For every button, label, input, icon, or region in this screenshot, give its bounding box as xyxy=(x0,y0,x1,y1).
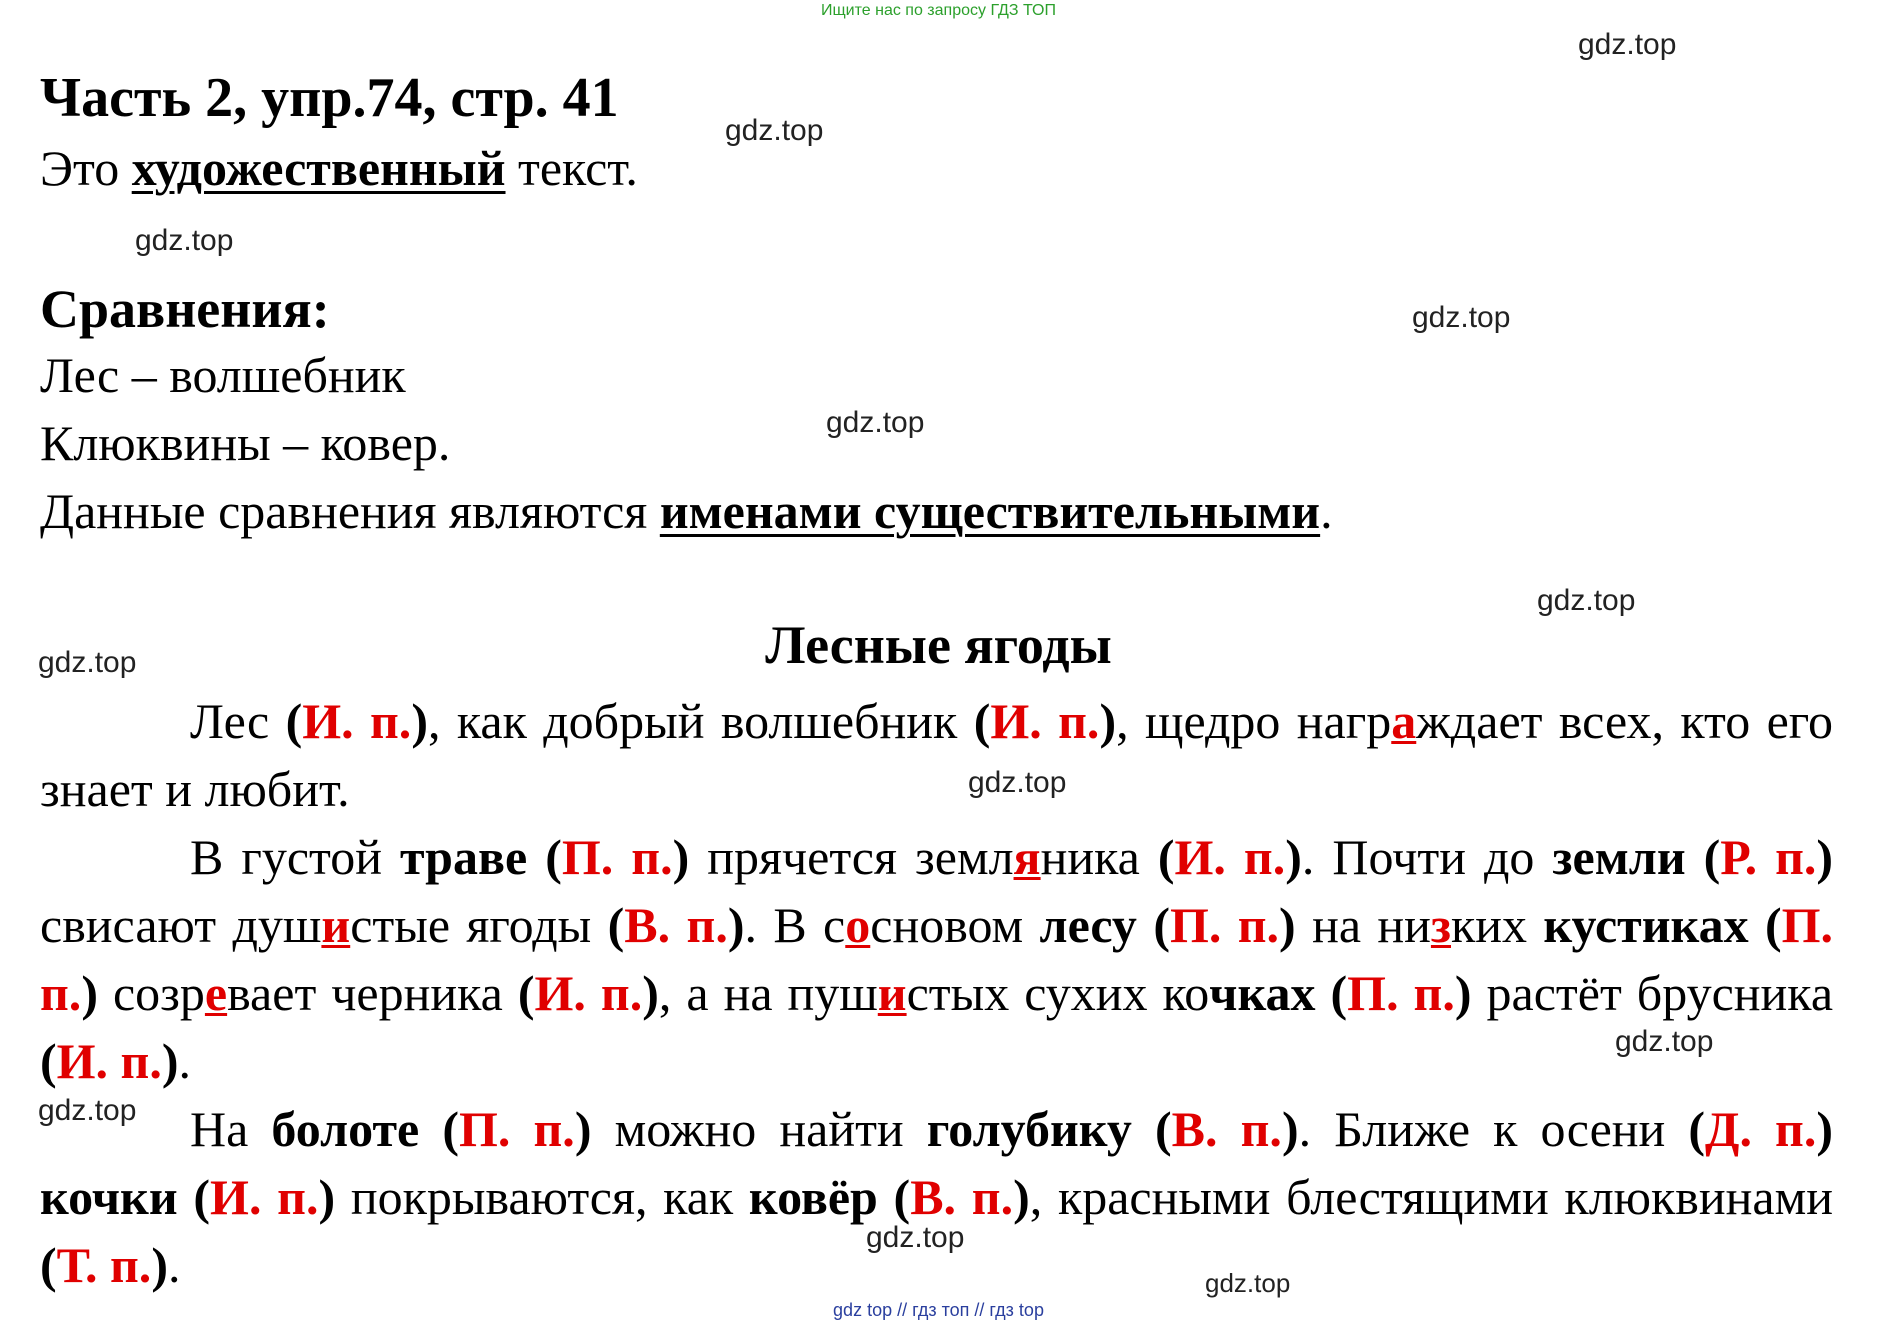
watermark: gdz.top xyxy=(1615,1025,1714,1058)
watermark: gdz.top xyxy=(1412,301,1511,334)
case-label: В. п. xyxy=(910,1169,1014,1225)
highlighted-letter: е xyxy=(204,965,228,1021)
comparisons-note xyxy=(40,483,1333,539)
case-label: И. п. xyxy=(302,693,412,749)
case-label: П. п. xyxy=(459,1101,575,1157)
bold-word: голубику xyxy=(926,1101,1132,1157)
comparison-item-1: Лес – волшебник xyxy=(40,347,406,403)
highlighted-letter: и xyxy=(877,965,907,1021)
case-label: И. п. xyxy=(210,1169,319,1225)
bold-word: лесу xyxy=(1039,897,1137,953)
case-label: Д. п. xyxy=(1705,1101,1817,1157)
intro-post: текст. xyxy=(505,140,638,196)
note-bold: именами существительными xyxy=(659,483,1321,539)
story-text xyxy=(40,687,1833,1299)
bold-word: земли xyxy=(1552,829,1686,885)
highlighted-letter: о xyxy=(845,897,871,953)
case-label: И. п. xyxy=(56,1033,162,1089)
watermark: gdz.top xyxy=(968,766,1067,799)
bold-word: траве xyxy=(400,829,528,885)
intro-line xyxy=(40,140,638,196)
comparison-item-2: Клюквины – ковер. xyxy=(40,415,451,471)
highlighted-letter: я xyxy=(1013,829,1041,885)
paragraph-3: На болоте (П. п.) можно найти голубику (В. п.). Ближе к осени (Д. п.) кочки (И. п.) покрываются, как ковёр (В. п.), красными блестящими клюквинами (Т. п.). xyxy=(40,1101,1834,1293)
case-label: И. п. xyxy=(534,965,643,1021)
top-banner: Ищите нас по запросу ГДЗ ТОП xyxy=(821,2,1056,19)
case-label: П. п. xyxy=(40,897,1834,1021)
case-label: В. п. xyxy=(624,897,728,953)
intro-pre: Это xyxy=(40,140,132,196)
bold-word: кочки xyxy=(40,1169,178,1225)
case-label: И. п. xyxy=(990,693,1100,749)
footer: gdz top // гдз топ // гдз top xyxy=(833,1300,1044,1320)
bold-word: болоте xyxy=(271,1101,420,1157)
paragraph-2: В густой траве (П. п.) прячется земляника (И. п.). Почти до земли (Р. п.) свисают душистые ягоды (В. п.). В сосновом лесу (П. п.) на низких кустиках (П. п.) созревает черника (И. п.), а на пушистых сухих кочках (П. п.) растёт брусника (И. п.). xyxy=(40,829,1834,1089)
watermark: gdz.top xyxy=(135,224,234,257)
bold-word: чках xyxy=(1209,965,1316,1021)
watermark: gdz.top xyxy=(38,646,137,679)
case-label: П. п. xyxy=(561,829,673,885)
watermark: gdz.top xyxy=(1578,28,1677,61)
case-label: В. п. xyxy=(1171,1101,1282,1157)
watermark: gdz.top xyxy=(38,1094,137,1127)
highlighted-letter: а xyxy=(1391,693,1417,749)
case-label: П. п. xyxy=(1347,965,1455,1021)
watermark: gdz.top xyxy=(1537,584,1636,617)
case-label: Т. п. xyxy=(56,1237,152,1293)
watermark: gdz.top xyxy=(1205,1268,1291,1298)
comparisons-title: Сравнения: xyxy=(40,279,330,339)
paragraph-1: Лес (И. п.), как добрый волшебник (И. п.), щедро награждает всех, кто его знает и любит. xyxy=(40,693,1834,817)
case-label: П. п. xyxy=(1169,897,1280,953)
watermark: gdz.top xyxy=(725,114,824,147)
watermark: gdz.top xyxy=(866,1221,965,1254)
page-heading: Часть 2, упр.74, стр. 41 xyxy=(40,67,619,129)
note-post: . xyxy=(1320,483,1333,539)
highlighted-letter: и xyxy=(321,897,351,953)
case-label: Р. п. xyxy=(1720,829,1817,885)
story-title: Лесные ягоды xyxy=(765,615,1112,675)
bold-word: ковёр xyxy=(748,1169,878,1225)
case-label: И. п. xyxy=(1174,829,1286,885)
intro-bold: художественный xyxy=(131,140,506,196)
note-pre: Данные сравнения являются xyxy=(40,483,660,539)
watermark: gdz.top xyxy=(826,406,925,439)
highlighted-letter: з xyxy=(1430,897,1451,953)
bold-word: кустиках xyxy=(1543,897,1749,953)
